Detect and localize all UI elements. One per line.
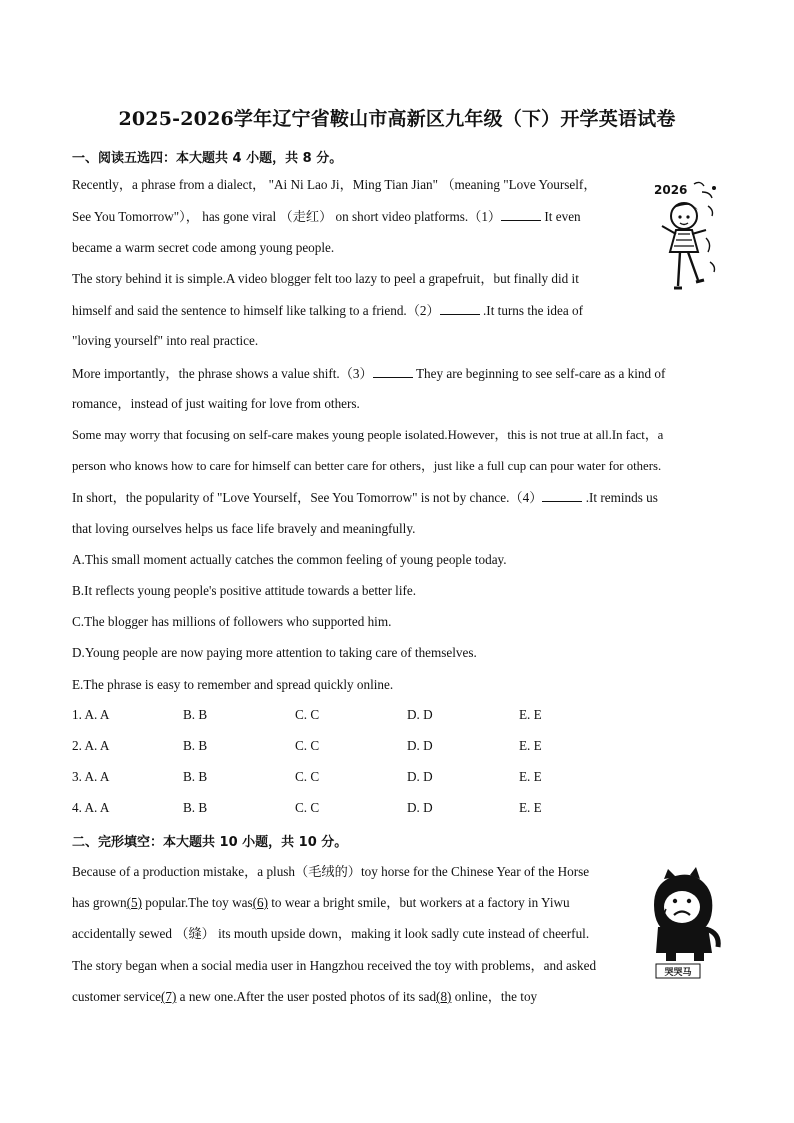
choice-e[interactable]: E. E <box>519 800 542 815</box>
passage-line: Recently，a phrase from a dialect， "Ai Ni Lao Ji，Ming Tian Jian" （meaning "Love Yourself， <box>72 177 597 192</box>
cloze-line: has grown(5) popular.The toy was(6) to wear a bright smile，but workers at a factory in Yiwu <box>72 895 570 910</box>
choice-c[interactable]: C. C <box>295 738 320 753</box>
answer-blank[interactable] <box>440 301 480 315</box>
choice-b[interactable]: B. B <box>183 800 208 815</box>
cartoon-girl-illustration <box>650 178 722 296</box>
section1-heading: 一、阅读五选四：本大题共 4 小题，共 8 分。 <box>72 151 343 166</box>
choice-d[interactable]: D. D <box>407 800 433 815</box>
blank-7[interactable]: (7) <box>160 989 177 1004</box>
choice-d[interactable]: D. D <box>407 738 433 753</box>
choice-c[interactable]: C. C <box>295 707 320 722</box>
choice-a[interactable]: 3. A. A <box>72 769 110 784</box>
blank-8[interactable]: (8) <box>436 989 452 1004</box>
question-3-choices <box>72 769 592 787</box>
passage-line: himself and said the sentence to himself like talking to a friend.（2） .It turns the idea of <box>72 303 583 318</box>
option-b: B.It reflects young people's positive attitude towards a better life. <box>72 583 417 598</box>
figure-year-text: 2026 <box>654 183 688 197</box>
page-title: 2025-2026学年辽宁省鞍山市高新区九年级（下）开学英语试卷 <box>118 108 676 130</box>
figure-label: 哭哭马 <box>664 968 692 978</box>
passage-line: that loving ourselves helps us face life bravely and meaningfully. <box>72 521 416 536</box>
choice-e[interactable]: E. E <box>519 707 542 722</box>
option-d: D.Young people are now paying more attention to taking care of themselves. <box>72 645 477 660</box>
blank-5[interactable]: (5) <box>126 895 142 910</box>
option-a: A.This small moment actually catches the common feeling of young people today. <box>72 552 507 567</box>
passage-line: In short，the popularity of "Love Yourself，See You Tomorrow" is not by chance.（4） .It reminds us <box>72 490 658 505</box>
answer-blank[interactable] <box>501 207 541 221</box>
passage-line: romance，instead of just waiting for love from others. <box>72 396 360 411</box>
choice-c[interactable]: C. C <box>295 769 320 784</box>
choice-b[interactable]: B. B <box>183 738 208 753</box>
cloze-line: accidentally sewed （缝） its mouth upside down，making it look sadly cute instead of cheerful. <box>72 926 590 941</box>
choice-d[interactable]: D. D <box>407 707 433 722</box>
cloze-line: Because of a production mistake，a plush（毛绒的）toy horse for the Chinese Year of the Horse <box>72 864 590 879</box>
choice-b[interactable]: B. B <box>183 707 208 722</box>
passage-line: The story behind it is simple.A video blogger felt too lazy to peel a grapefruit，but finally did it <box>72 271 579 286</box>
choice-a[interactable]: 4. A. A <box>72 800 110 815</box>
blank-6[interactable]: (6) <box>252 895 268 910</box>
passage-line: "loving yourself" into real practice. <box>72 333 259 348</box>
choice-d[interactable]: D. D <box>407 769 433 784</box>
passage-line: person who knows how to care for himself can better care for others，just like a full cup can pour water for others. <box>72 459 662 473</box>
cloze-line: The story began when a social media user in Hangzhou received the toy with problems，and asked <box>72 958 597 973</box>
plush-horse-illustration <box>644 865 724 981</box>
passage-line: became a warm secret code among young people. <box>72 240 335 255</box>
question-1-choices <box>72 707 592 725</box>
choice-a[interactable]: 2. A. A <box>72 738 110 753</box>
choice-b[interactable]: B. B <box>183 769 208 784</box>
choice-e[interactable]: E. E <box>519 769 542 784</box>
question-4-choices <box>72 800 592 818</box>
answer-blank[interactable] <box>542 488 582 502</box>
option-c: C.The blogger has millions of followers who supported him. <box>72 614 392 629</box>
cloze-line: customer service(7) a new one.After the user posted photos of its sad(8) online，the toy <box>72 989 538 1004</box>
option-e: E.The phrase is easy to remember and spread quickly online. <box>72 677 394 692</box>
choice-e[interactable]: E. E <box>519 738 542 753</box>
passage-line: See You Tomorrow"）， has gone viral （走红） on short video platforms.（1） It even <box>72 209 581 224</box>
passage-line: More importantly，the phrase shows a value shift.（3） They are beginning to see self-care as a kind of <box>72 366 666 381</box>
choice-a[interactable]: 1. A. A <box>72 707 110 722</box>
passage-line: Some may worry that focusing on self-care makes young people isolated.However，this is not true at all.In fact，a <box>72 428 664 442</box>
answer-blank[interactable] <box>373 364 413 378</box>
question-2-choices <box>72 738 592 756</box>
choice-c[interactable]: C. C <box>295 800 320 815</box>
section2-heading: 二、完形填空：本大题共 10 小题，共 10 分。 <box>72 835 348 850</box>
